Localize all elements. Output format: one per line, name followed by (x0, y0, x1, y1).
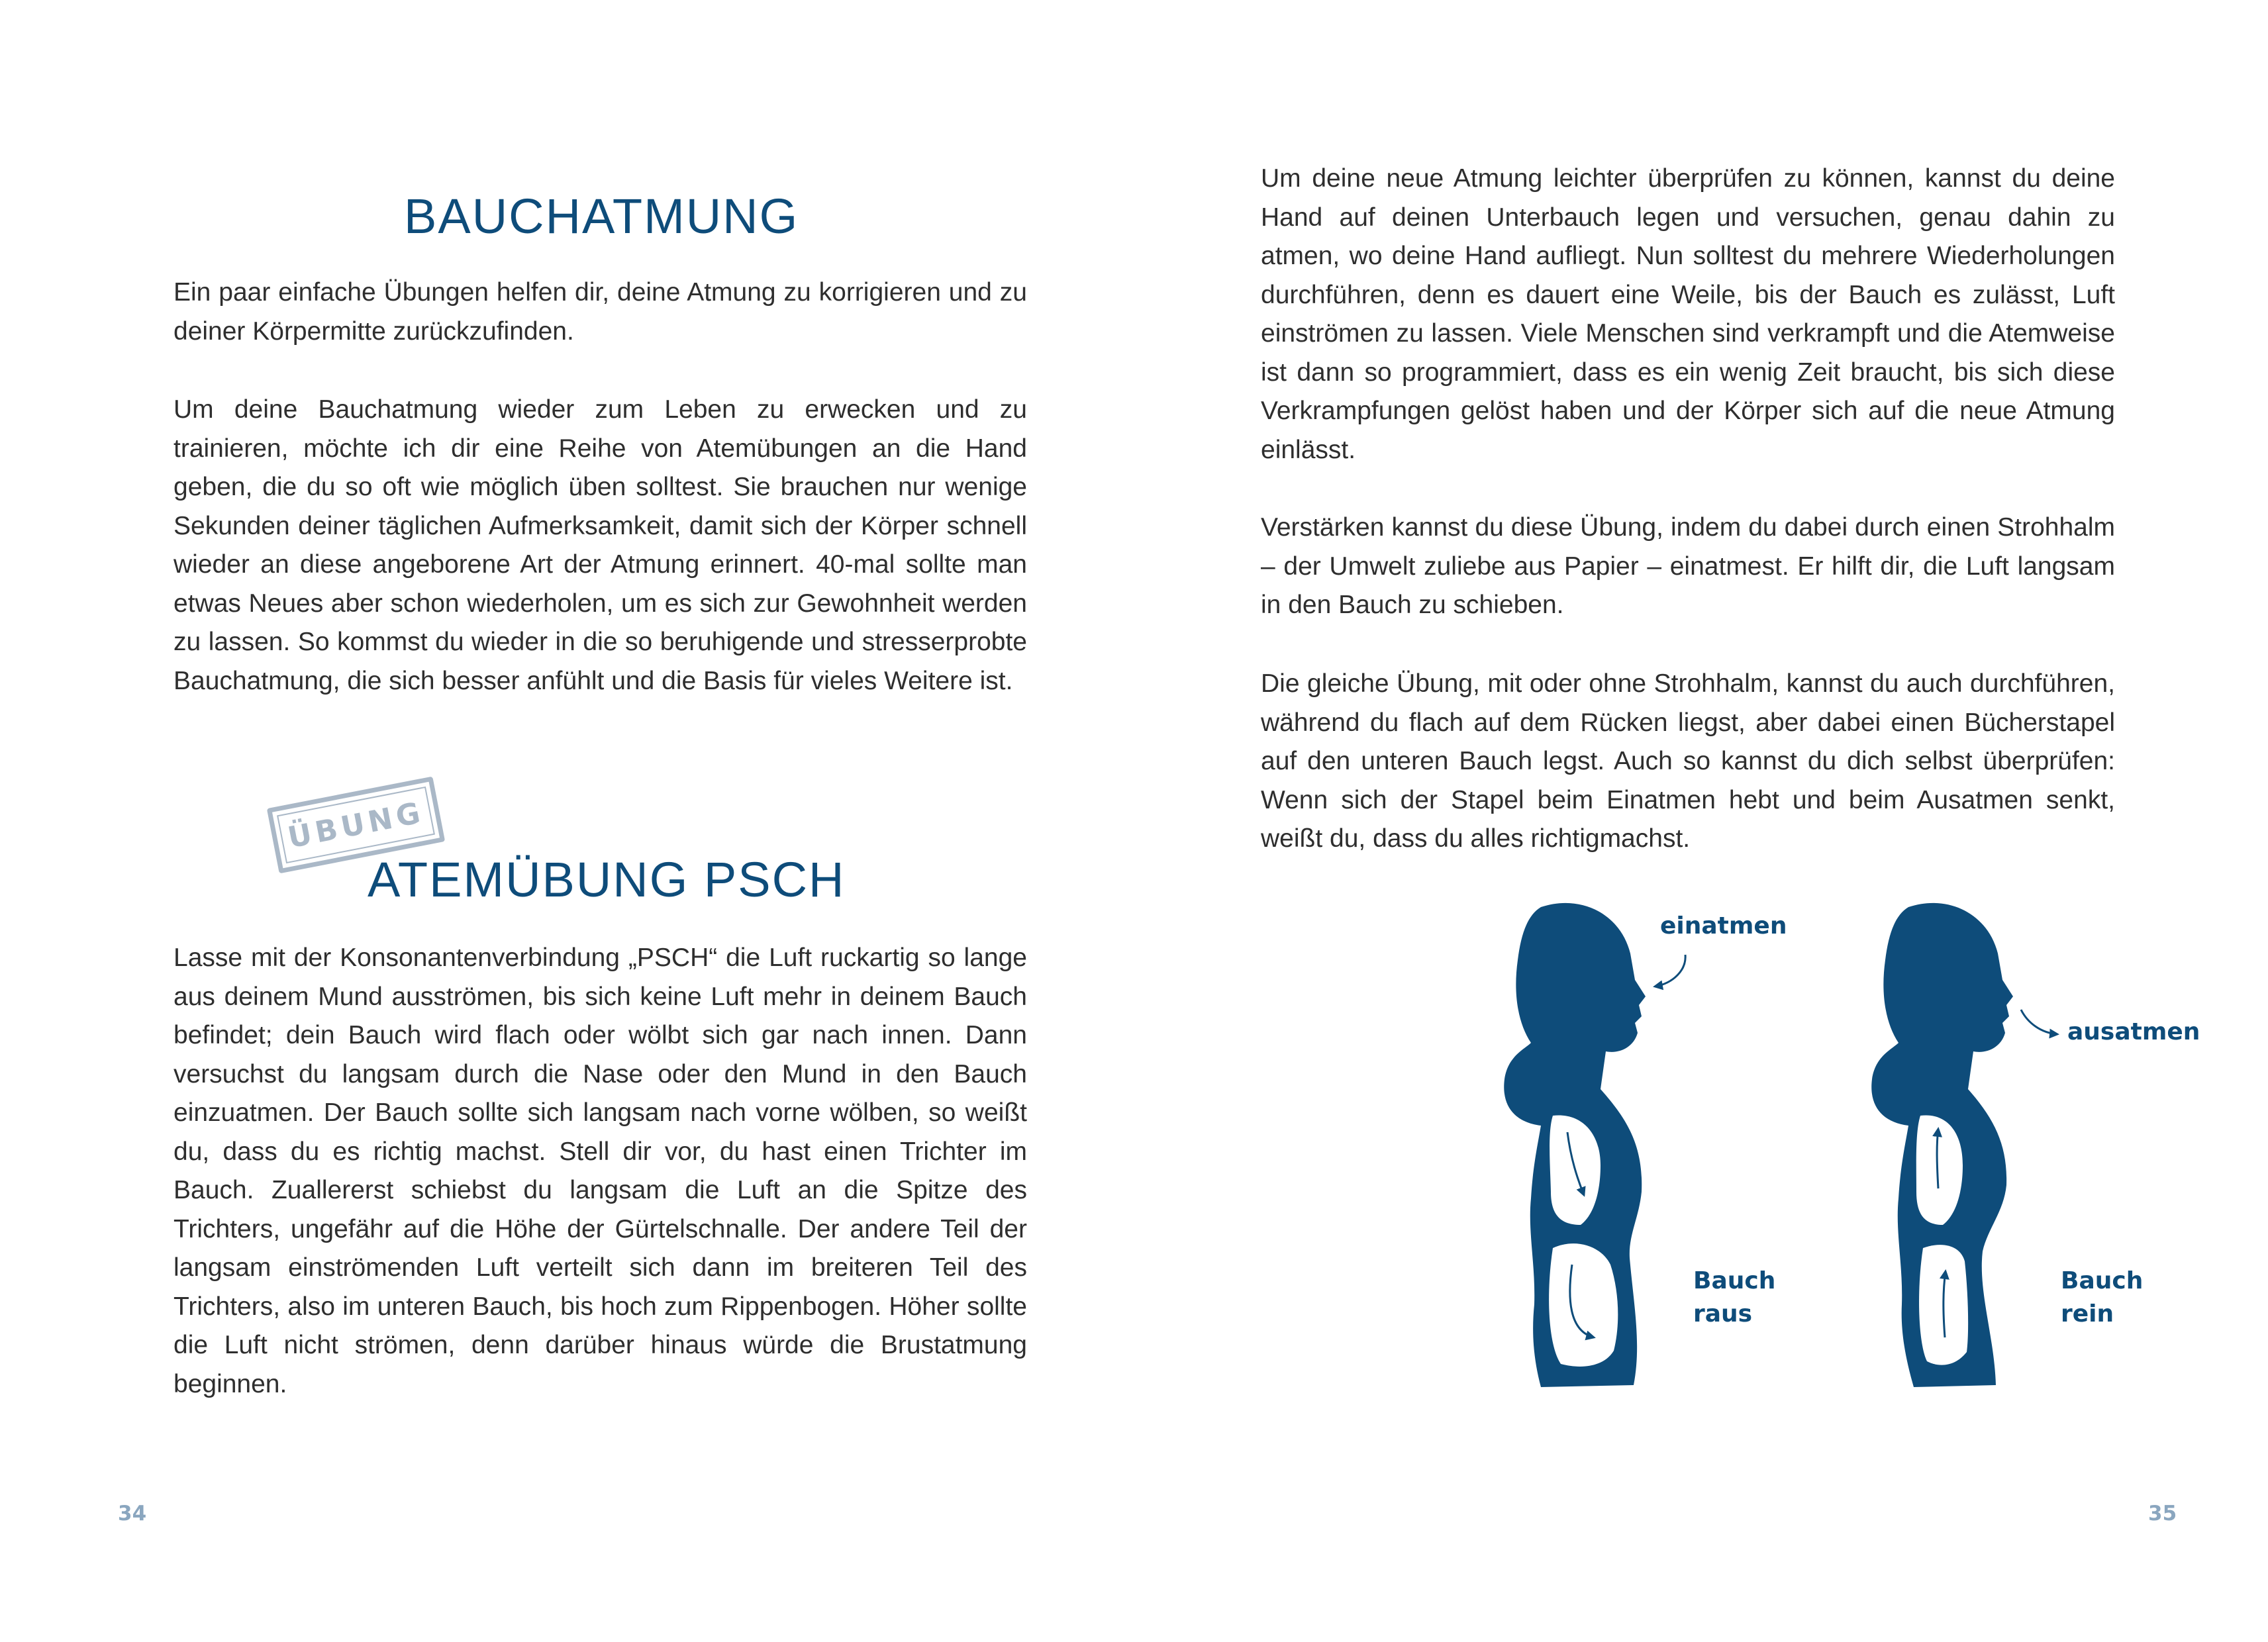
figure-exhale (1871, 903, 2200, 1387)
label-ausatmen: ausatmen (2067, 1018, 2200, 1045)
heading-atemuebung-psch: ATEMÜBUNG PSCH (368, 852, 846, 907)
label-einatmen: einatmen (1660, 912, 1787, 940)
label-raus: raus (1693, 1300, 1753, 1328)
bauchatmung-paragraph: Um deine Bauchatmung wieder zum Leben zu erwecken und zu trainieren, möchte ich dir eine Reihe von Atemübungen an die Hand geben, die du so oft wie möglich üben solltest. Sie brauchen nur wenige Sekunden deiner täglichen Aufmerksamkeit, damit sich der Körper schnell wieder an diese angeborene Art der Atmung erinnert. 40-mal sollte man etwas Neues aber schon wiederholen, um es sich zur Gewohnheit werden zu lassen. So kommst du wieder in die so beruhigende und stresserprobte Bauchatmung, die sich besser anfühlt und die Basis für vieles Weitere ist. (173, 395, 1027, 695)
belly-area-inhale (1549, 1243, 1618, 1367)
right-page (1134, 0, 2268, 1642)
check-paragraph: Um deine neue Atmung leichter überprüfen zu können, kannst du deine Hand auf deinen Unterbauch legen und versuchen, genau dahin zu atmen, wo deine Hand aufliegt. Nun solltest du mehrere Wiederholungen durchführen, denn es dauert eine Weile, bis der Bauch es zulässt, Luft einströmen zu lassen. Viele Menschen sind verkrampft und die Atemweise ist dann so programmiert, dass es ein wenig Zeit braucht, bis sich diese Verkrampfungen gelöst haben und der Körper sich auf die neue Atmung einlässt. (1261, 164, 2115, 464)
label-bauch-left: Bauch (1693, 1267, 1776, 1294)
heading-bauchatmung: BAUCHATMUNG (404, 189, 799, 244)
page-number-left: 34 (118, 1502, 147, 1525)
label-rein: rein (2061, 1300, 2114, 1328)
label-bauch-right: Bauch (2061, 1267, 2144, 1294)
breathing-illustration (1382, 881, 2200, 1410)
intro-paragraph: Ein paar einfache Übungen helfen dir, deine Atmung zu korrigieren und zu deiner Körpermitte zurückzufinden. (173, 278, 1027, 346)
figure-inhale (1504, 903, 1787, 1387)
page-number-right: 35 (2148, 1502, 2177, 1525)
stamp-label: ÜBUNG (285, 795, 427, 855)
breath-arrow-inhale (1655, 955, 1685, 987)
buecherstapel-paragraph: Die gleiche Übung, mit oder ohne Strohhalm, kannst du auch durchführen, während du flach auf dem Rücken liegst, aber dabei einen Bücherstapel auf den unteren Bauch legst. Auch so kannst du dich selbst überprüfen: Wenn sich der Stapel beim Einatmen hebt und beim Ausatmen senkt, weißt du, dass du alles richtigmachst. (1261, 669, 2115, 853)
strohhalm-paragraph: Verstärken kannst du diese Übung, indem du dabei durch einen Strohhalm – der Umwelt zuliebe aus Papier – einatmest. Er hilft dir, die Luft langsam in den Bauch zu schieben. (1261, 513, 2115, 619)
breath-arrow-exhale (2021, 1010, 2057, 1034)
psch-paragraph: Lasse mit der Konsonantenverbindung „PSCH“ die Luft ruckartig so lange aus deinem Mund ausströmen, bis sich keine Luft mehr in deinem Bauch befindet; dein Bauch wird flach oder wölbt sich gar nach innen. Dann versuchst du langsam durch die Nase oder den Mund in den Bauch einzuatmen. Der Bauch sollte sich langsam nach vorne wölben, so weißt du, dass du es richtig machst. Stell dir vor, du hast einen Trichter im Bauch. Zuallererst schiebst du langsam die Luft an die Spitze des Trichters, ungefähr auf die Höhe der Gürtelschnalle. Der andere Teil der langsam einströmenden Luft verteilt sich dann im breiteren Teil des Trichters, also im unteren Bauch, bis hoch zum Rippenbogen. Höher sollte die Luft nicht strömen, denn darüber hinaus würde die Brustatmung beginnen. (173, 943, 1027, 1398)
lung-arrow-exhale (1937, 1129, 1938, 1188)
